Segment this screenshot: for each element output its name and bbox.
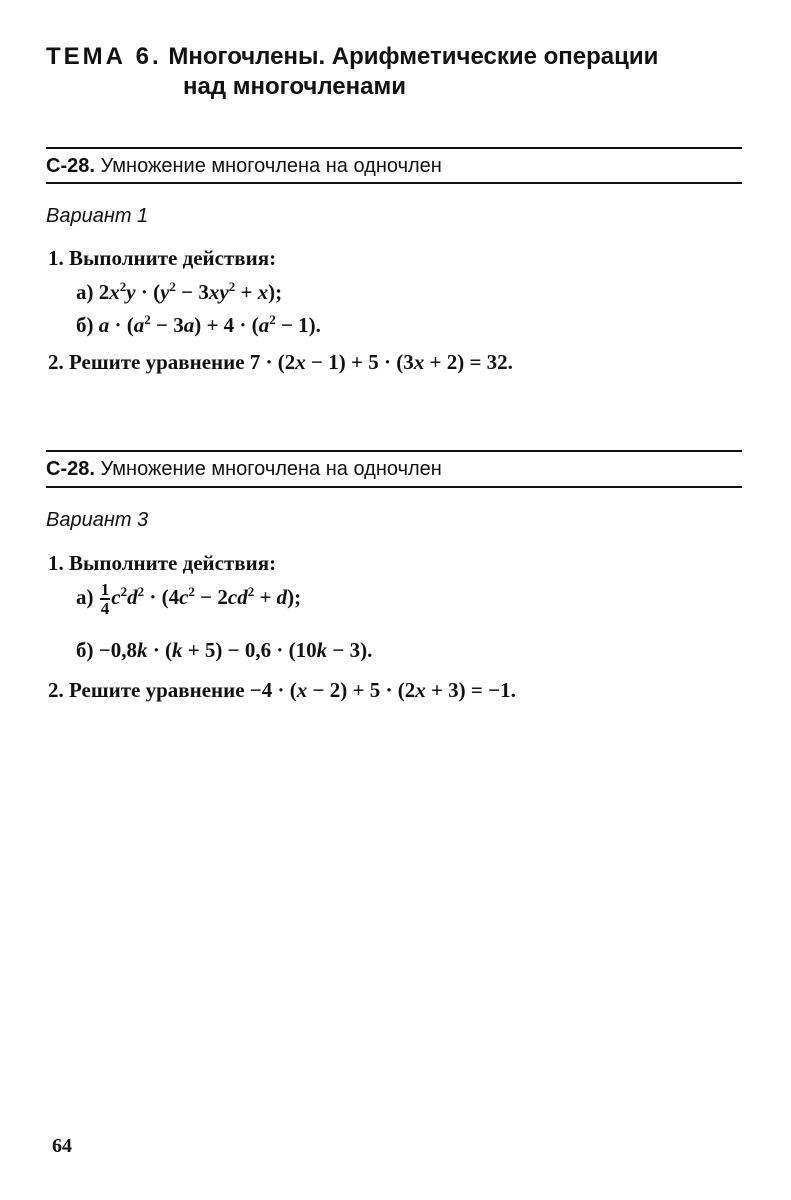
task-1-label: 1. Выполните действия: [48,246,277,270]
section-name: Умножение многочлена на одночлен [100,458,442,480]
task-2: 2. Решите уравнение 7 · (2x − 1) + 5 · (3x + 2) = 32. [48,350,513,374]
section-code: С-28. [46,155,95,177]
task-2: 2. Решите уравнение −4 · (x − 2) + 5 · (2x + 3) = −1. [48,678,516,702]
variant-label: Вариант 1 [46,205,149,227]
task-1-label: 1. Выполните действия: [48,551,277,575]
task-2-label: 2. Решите уравнение [48,678,245,702]
fraction-one-quarter: $\frac{1}{4}$ [100,580,110,618]
task-2-label: 2. Решите уравнение [48,350,245,374]
section-top-rule [46,147,742,149]
page-number: 64 [52,1135,72,1157]
variant-label: Вариант 3 [46,509,149,531]
task-1b: б) $a \cdot (a^2 - 3a) + 4 \cdot (a^2 - 1)$. [76,312,321,337]
topic-heading [46,42,766,102]
section-bottom-rule [46,486,742,488]
section-code: С-28. [46,458,95,480]
topic-label: ТЕМА 6. [46,43,162,70]
section-title [46,154,746,178]
section-top-rule [46,450,742,452]
section-name: Умножение многочлена на одночлен [100,155,442,177]
topic-title-line1: Многочлены. Арифметические операции [168,43,659,70]
section-bottom-rule [46,182,742,184]
task-1a: а) $\frac{1}{4}$ $c^2d^2 \cdot (4c^2 - 2cd^2 + d)$; [76,580,302,618]
topic-title-line2: над многочленами [183,73,406,100]
task-1a: а) $2x^2y \cdot (y^2 - 3xy^2 + x)$; [76,279,283,304]
task-1b: б) −0,8k · (k + 5) − 0,6 · (10k − 3). [76,638,373,662]
section-title [46,457,746,481]
